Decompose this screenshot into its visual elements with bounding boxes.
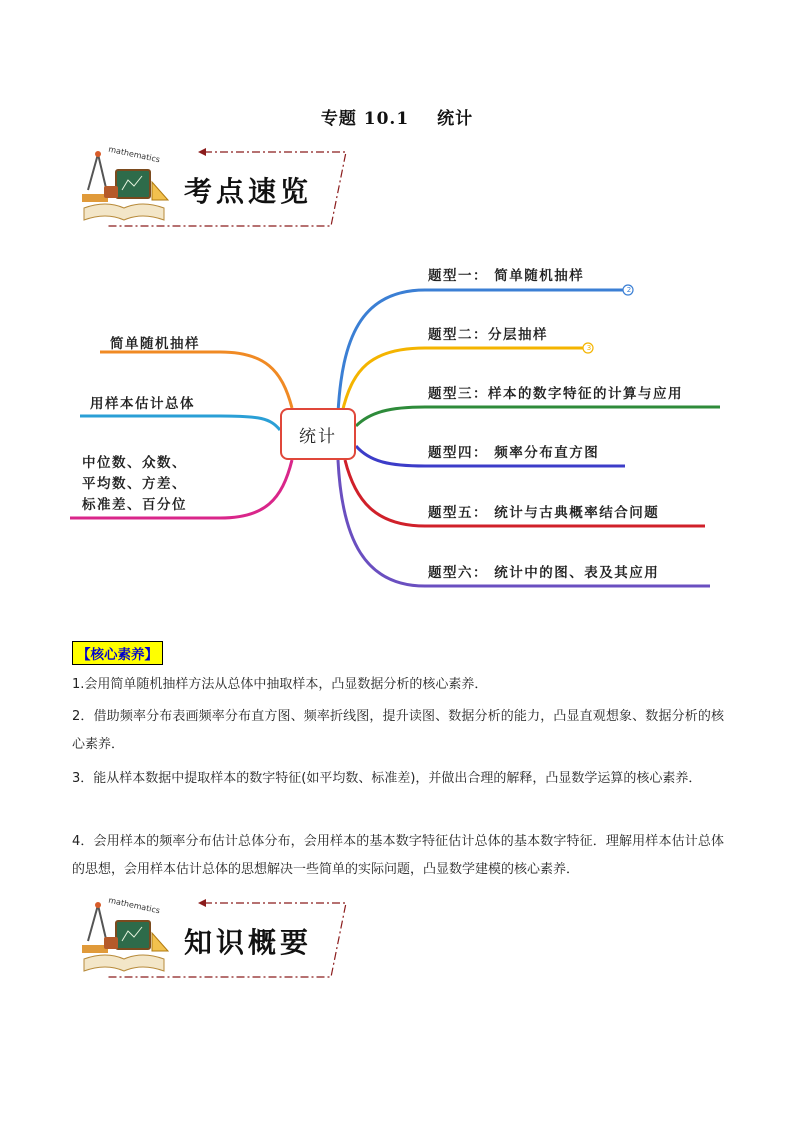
mind-map-branches: [70, 250, 730, 590]
core-literacy-tag: 【核心素养】: [72, 641, 163, 665]
topic-type-3: 题型三：样本的数字特征的计算与应用: [428, 386, 683, 402]
topic-type-1: 题型一： 简单随机抽样: [428, 268, 585, 284]
mathematics-icon-text: mathematics: [107, 144, 161, 165]
topic-type-2: 题型二：分层抽样: [428, 327, 548, 343]
banner-title-overview: 考点速览: [184, 175, 313, 208]
banner-title-summary: 知识概要: [184, 926, 313, 959]
title-main: 统计: [437, 109, 474, 129]
topic-type-4: 题型四： 频率分布直方图: [428, 445, 600, 461]
mathematics-icon-text: mathematics: [107, 895, 161, 916]
badge-2: 2: [626, 286, 632, 294]
branch-type-3: [356, 407, 720, 426]
left-topic-sampling: 简单随机抽样: [110, 336, 200, 352]
mind-map-center: 统计: [280, 408, 356, 460]
left-topic-measures-line: 中位数、众数、: [82, 455, 187, 471]
title-prefix: 专题 10.1: [320, 109, 410, 129]
section-banner-summary: [76, 893, 356, 983]
core-item-2: 2．借助频率分布表画频率分布直方图、频率折线图，提升读图、数据分析的能力，凸显直观想象、数据分析的核心素养．: [72, 709, 724, 752]
core-item-1: 1.会用简单随机抽样方法从总体中抽取样本，凸显数据分析的核心素养．: [72, 677, 488, 692]
core-item-3: 3．能从样本数据中提取样本的数字特征(如平均数、标准差)，并做出合理的解释，凸显数学运算的核心素养．: [72, 771, 702, 786]
left-topic-measures-line: 平均数、方差、: [82, 476, 187, 492]
left-topic-measures: [82, 453, 187, 516]
badge-3: 3: [586, 344, 592, 352]
left-topic-measures-line: 标准差、百分位: [82, 497, 187, 513]
left-topic-estimate: 用样本估计总体: [90, 396, 195, 412]
topic-type-6: 题型六： 统计中的图、表及其应用: [428, 565, 660, 581]
section-banner-overview: [76, 142, 356, 232]
core-item-4: 4．会用样本的频率分布估计总体分布，会用样本的基本数字特征估计总体的基本数字特征．理解用样本估计总体的思想，会用样本估计总体的思想解决一些简单的实际问题，凸显数学建模的核心素养．: [72, 834, 724, 877]
branch-left-2: [80, 416, 280, 430]
mind-map: [70, 250, 730, 590]
page-title: [0, 104, 794, 129]
branch-type-2: [342, 348, 585, 413]
topic-type-5: 题型五： 统计与古典概率结合问题: [428, 505, 660, 521]
